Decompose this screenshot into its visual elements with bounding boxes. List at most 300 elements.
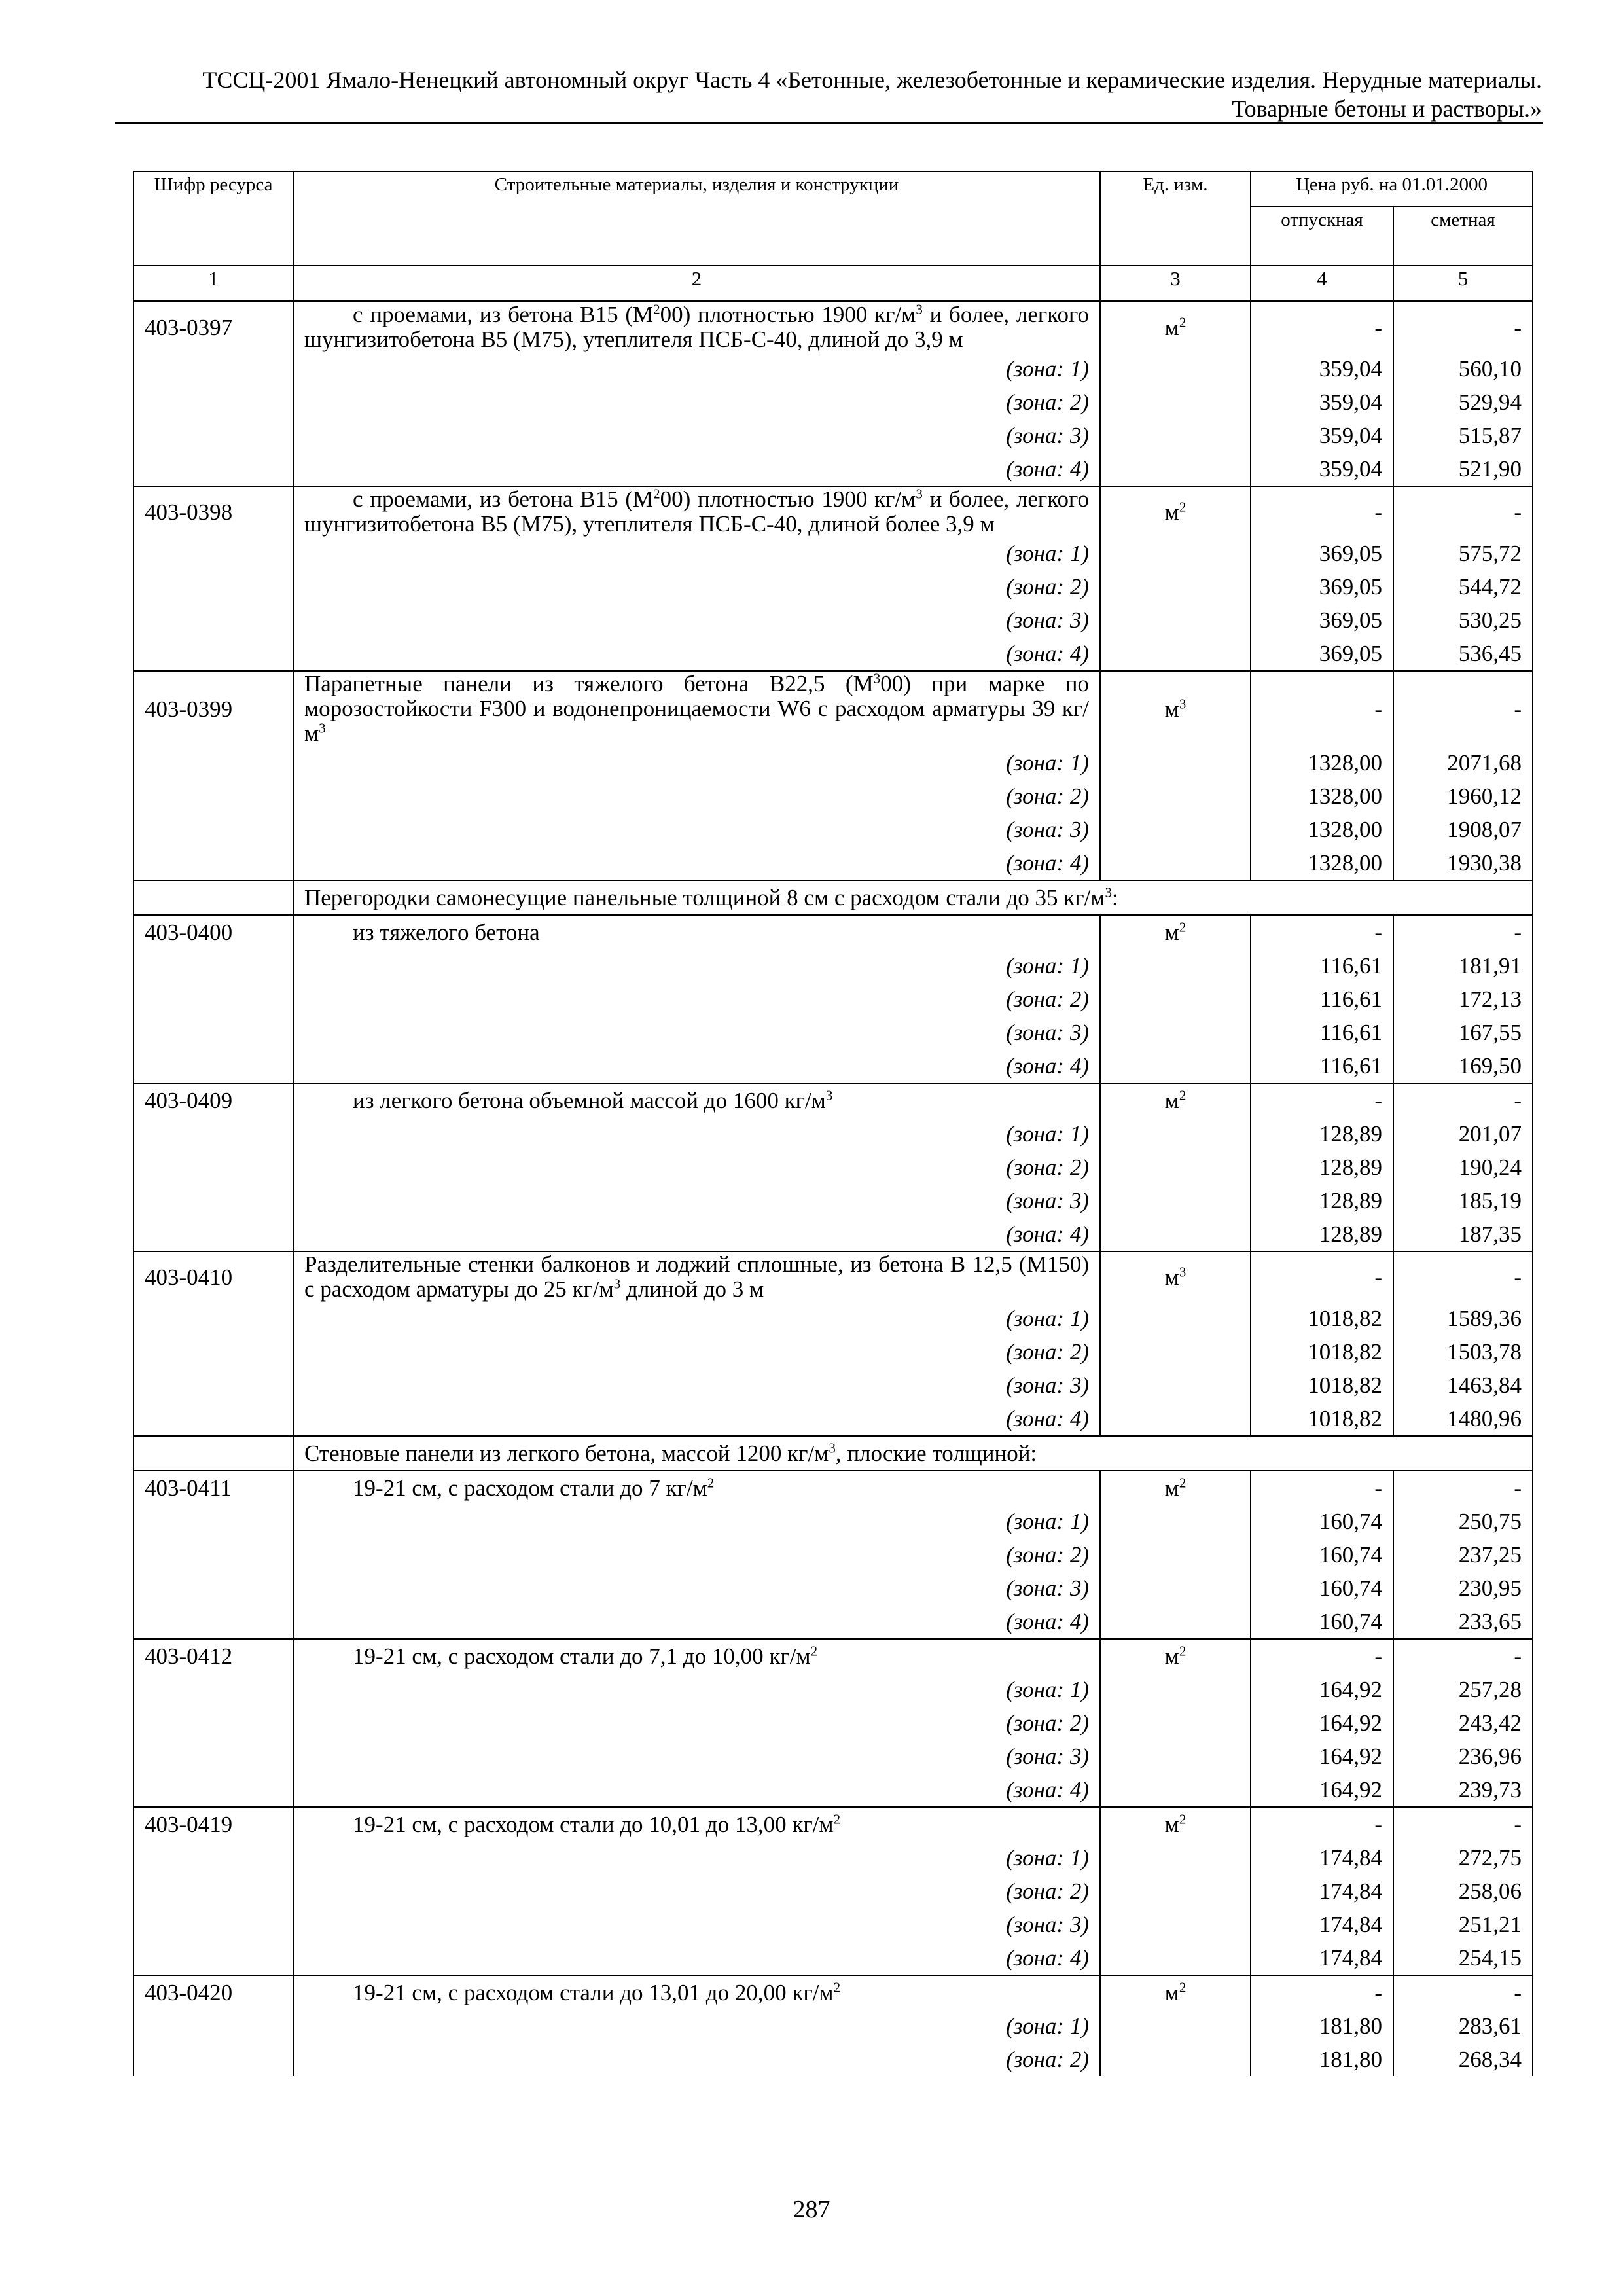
zone-label: (зона: 2) — [293, 982, 1100, 1016]
release-price: - — [1251, 1083, 1393, 1117]
zone-release-price: 1328,00 — [1251, 813, 1393, 846]
empty-code-cell — [134, 1841, 293, 1874]
empty-unit-cell — [1100, 637, 1251, 671]
empty-unit-cell — [1100, 1402, 1251, 1436]
zone-estimate-price: 250,75 — [1393, 1505, 1533, 1538]
zone-estimate-price: 1960,12 — [1393, 780, 1533, 813]
zone-estimate-price: 575,72 — [1393, 537, 1533, 570]
zone-row — [134, 1217, 1533, 1251]
resource-code: 403-0419 — [134, 1807, 293, 1841]
table-row — [134, 1639, 1533, 1673]
zone-label: (зона: 4) — [293, 1941, 1100, 1975]
zone-release-price: 359,04 — [1251, 452, 1393, 486]
zone-label: (зона: 2) — [293, 1706, 1100, 1740]
zone-row — [134, 352, 1533, 386]
zone-release-price: 1328,00 — [1251, 846, 1393, 880]
zone-release-price: 160,74 — [1251, 1505, 1393, 1538]
table-body — [134, 302, 1533, 2077]
material-description: 19-21 см, с расходом стали до 13,01 до 20,00 $кг/м^2$ — [293, 1975, 1100, 2009]
zone-label: (зона: 1) — [293, 1841, 1100, 1874]
zone-estimate-price: 2071,68 — [1393, 746, 1533, 780]
col-release-header: отпускная — [1251, 207, 1393, 266]
empty-code-cell — [134, 1673, 293, 1706]
empty-unit-cell — [1100, 452, 1251, 486]
zone-estimate-price: 1908,07 — [1393, 813, 1533, 846]
col-unit-header: Ед. изм. — [1100, 171, 1251, 266]
empty-unit-cell — [1100, 1217, 1251, 1251]
empty-unit-cell — [1100, 1369, 1251, 1402]
col-number-4: 4 — [1251, 266, 1393, 302]
empty-code-cell — [134, 1151, 293, 1184]
empty-unit-cell — [1100, 813, 1251, 846]
zone-estimate-price: 251,21 — [1393, 1908, 1533, 1941]
zone-label: (зона: 4) — [293, 846, 1100, 880]
empty-code-cell — [134, 537, 293, 570]
zone-release-price: 116,61 — [1251, 982, 1393, 1016]
zone-label: (зона: 3) — [293, 1016, 1100, 1049]
zone-row — [134, 746, 1533, 780]
zone-row — [134, 570, 1533, 603]
empty-code-cell — [134, 570, 293, 603]
col-number-5: 5 — [1393, 266, 1533, 302]
price-table — [133, 171, 1533, 2076]
zone-label: (зона: 1) — [293, 1302, 1100, 1335]
empty-code-cell — [134, 1538, 293, 1571]
zone-estimate-price: 544,72 — [1393, 570, 1533, 603]
zone-release-price: 174,84 — [1251, 1941, 1393, 1975]
unit-of-measure: $м^3$ — [1100, 671, 1251, 746]
zone-estimate-price: 268,34 — [1393, 2043, 1533, 2076]
zone-row — [134, 1841, 1533, 1874]
release-price: - — [1251, 915, 1393, 949]
resource-code: 403-0399 — [134, 671, 293, 746]
zone-row — [134, 846, 1533, 880]
empty-unit-cell — [1100, 1874, 1251, 1908]
zone-row — [134, 452, 1533, 486]
material-description: с проемами, из бетона В15 $(М^200)$ плотностью 1900 $кг/м^3$ и более, легкого шунгизитобетона В5 (М75), утеплителя ПСБ-С-40, длиной более 3,9 м — [293, 486, 1100, 537]
empty-unit-cell — [1100, 1117, 1251, 1151]
zone-estimate-price: 187,35 — [1393, 1217, 1533, 1251]
release-price: - — [1251, 1471, 1393, 1505]
empty-unit-cell — [1100, 570, 1251, 603]
empty-code-cell — [134, 637, 293, 671]
table-row — [134, 1471, 1533, 1505]
resource-code: 403-0420 — [134, 1975, 293, 2009]
empty-code-cell — [134, 1117, 293, 1151]
zone-label: (зона: 2) — [293, 1335, 1100, 1369]
zone-label: (зона: 3) — [293, 1369, 1100, 1402]
empty-unit-cell — [1100, 1016, 1251, 1049]
table-row — [134, 915, 1533, 949]
estimate-price: - — [1393, 1975, 1533, 2009]
group-row — [134, 1436, 1533, 1471]
zone-label: (зона: 3) — [293, 603, 1100, 637]
zone-row — [134, 1016, 1533, 1049]
release-price: - — [1251, 1639, 1393, 1673]
zone-row — [134, 1184, 1533, 1217]
zone-release-price: 1018,82 — [1251, 1335, 1393, 1369]
estimate-price: - — [1393, 1251, 1533, 1302]
zone-estimate-price: 190,24 — [1393, 1151, 1533, 1184]
zone-release-price: 116,61 — [1251, 1049, 1393, 1083]
empty-code-cell — [134, 352, 293, 386]
empty-unit-cell — [1100, 846, 1251, 880]
material-description: из легкого бетона объемной массой до 1600 $кг/м^3$ — [293, 1083, 1100, 1117]
empty-code-cell — [134, 1217, 293, 1251]
resource-code: 403-0412 — [134, 1639, 293, 1673]
header-line-2: Товарные бетоны и растворы.» — [1232, 96, 1542, 122]
zone-release-price: 369,05 — [1251, 570, 1393, 603]
empty-unit-cell — [1100, 1773, 1251, 1807]
empty-code-cell — [134, 1402, 293, 1436]
table-row — [134, 1083, 1533, 1117]
zone-release-price: 1018,82 — [1251, 1302, 1393, 1335]
empty-unit-cell — [1100, 1505, 1251, 1538]
empty-unit-cell — [1100, 1049, 1251, 1083]
zone-label: (зона: 1) — [293, 1673, 1100, 1706]
table-row — [134, 1807, 1533, 1841]
empty-unit-cell — [1100, 1538, 1251, 1571]
empty-code-cell — [134, 846, 293, 880]
zone-estimate-price: 172,13 — [1393, 982, 1533, 1016]
group-heading: Стеновые панели из легкого бетона, массой 1200 $кг/м^3$, плоские толщиной: — [293, 1436, 1533, 1471]
zone-label: (зона: 4) — [293, 637, 1100, 671]
empty-code-cell — [134, 1369, 293, 1402]
zone-estimate-price: 1503,78 — [1393, 1335, 1533, 1369]
zone-label: (зона: 3) — [293, 419, 1100, 452]
zone-estimate-price: 201,07 — [1393, 1117, 1533, 1151]
zone-estimate-price: 1463,84 — [1393, 1369, 1533, 1402]
material-description: 19-21 см, с расходом стали до 7,1 до 10,00 $кг/м^2$ — [293, 1639, 1100, 1673]
col-materials-header: Строительные материалы, изделия и конструкции — [293, 171, 1100, 266]
zone-row — [134, 1773, 1533, 1807]
unit-of-measure: $м^2$ — [1100, 1083, 1251, 1117]
empty-code-cell — [134, 1049, 293, 1083]
release-price: - — [1251, 671, 1393, 746]
material-description: 19-21 см, с расходом стали до 7 $кг/м^2$ — [293, 1471, 1100, 1505]
empty-code-cell — [134, 746, 293, 780]
zone-row — [134, 603, 1533, 637]
running-header — [115, 65, 1542, 123]
zone-label: (зона: 2) — [293, 386, 1100, 419]
zone-label: (зона: 3) — [293, 813, 1100, 846]
zone-row — [134, 1369, 1533, 1402]
empty-unit-cell — [1100, 1706, 1251, 1740]
zone-label: (зона: 3) — [293, 1908, 1100, 1941]
empty-unit-cell — [1100, 982, 1251, 1016]
empty-unit-cell — [1100, 1740, 1251, 1773]
zone-row — [134, 1673, 1533, 1706]
empty-unit-cell — [1100, 1941, 1251, 1975]
zone-release-price: 164,92 — [1251, 1673, 1393, 1706]
zone-estimate-price: 185,19 — [1393, 1184, 1533, 1217]
empty-unit-cell — [1100, 1908, 1251, 1941]
zone-release-price: 359,04 — [1251, 386, 1393, 419]
zone-label: (зона: 4) — [293, 1605, 1100, 1639]
resource-code: 403-0397 — [134, 302, 293, 353]
zone-label: (зона: 2) — [293, 570, 1100, 603]
zone-release-price: 164,92 — [1251, 1706, 1393, 1740]
zone-row — [134, 813, 1533, 846]
zone-estimate-price: 243,42 — [1393, 1706, 1533, 1740]
zone-row — [134, 1874, 1533, 1908]
empty-unit-cell — [1100, 1673, 1251, 1706]
zone-release-price: 181,80 — [1251, 2043, 1393, 2076]
zone-label: (зона: 2) — [293, 1151, 1100, 1184]
zone-row — [134, 386, 1533, 419]
empty-unit-cell — [1100, 1605, 1251, 1639]
empty-unit-cell — [1100, 352, 1251, 386]
zone-estimate-price: 258,06 — [1393, 1874, 1533, 1908]
zone-estimate-price: 254,15 — [1393, 1941, 1533, 1975]
zone-row — [134, 1605, 1533, 1639]
zone-release-price: 128,89 — [1251, 1217, 1393, 1251]
material-description: Разделительные стенки балконов и лоджий сплошные, из бетона В 12,5 (М150) с расходом арматуры до 25 $кг/м^3$ длиной до 3 м — [293, 1251, 1100, 1302]
zone-estimate-price: 181,91 — [1393, 949, 1533, 982]
zone-row — [134, 780, 1533, 813]
zone-release-price: 1328,00 — [1251, 746, 1393, 780]
unit-of-measure: $м^2$ — [1100, 302, 1251, 353]
zone-estimate-price: 1930,38 — [1393, 846, 1533, 880]
group-code-cell — [134, 1436, 293, 1471]
zone-estimate-price: 233,65 — [1393, 1605, 1533, 1639]
page-number: 287 — [793, 2196, 830, 2223]
zone-row — [134, 1706, 1533, 1740]
estimate-price: - — [1393, 302, 1533, 353]
material-description: Парапетные панели из тяжелого бетона В22,5 $(М^300)$ при марке по морозостойкости F300 и водонепроницаемости W6 с расходом арматуры 39 $кг/м^3$ — [293, 671, 1100, 746]
empty-code-cell — [134, 1335, 293, 1369]
empty-code-cell — [134, 1605, 293, 1639]
zone-row — [134, 982, 1533, 1016]
estimate-price: - — [1393, 1807, 1533, 1841]
zone-label: (зона: 4) — [293, 452, 1100, 486]
empty-unit-cell — [1100, 1335, 1251, 1369]
zone-release-price: 128,89 — [1251, 1184, 1393, 1217]
table-row — [134, 302, 1533, 353]
unit-of-measure: $м^3$ — [1100, 1251, 1251, 1302]
zone-row — [134, 1740, 1533, 1773]
zone-estimate-price: 169,50 — [1393, 1049, 1533, 1083]
empty-code-cell — [134, 2009, 293, 2043]
empty-code-cell — [134, 419, 293, 452]
estimate-price: - — [1393, 915, 1533, 949]
release-price: - — [1251, 1251, 1393, 1302]
zone-row — [134, 1505, 1533, 1538]
zone-label: (зона: 1) — [293, 1117, 1100, 1151]
zone-estimate-price: 272,75 — [1393, 1841, 1533, 1874]
empty-code-cell — [134, 1184, 293, 1217]
zone-row — [134, 1908, 1533, 1941]
zone-release-price: 160,74 — [1251, 1571, 1393, 1605]
zone-row — [134, 2009, 1533, 2043]
zone-row — [134, 537, 1533, 570]
unit-of-measure: $м^2$ — [1100, 1471, 1251, 1505]
table-row — [134, 1975, 1533, 2009]
zone-release-price: 116,61 — [1251, 949, 1393, 982]
empty-code-cell — [134, 1505, 293, 1538]
zone-label: (зона: 1) — [293, 352, 1100, 386]
zone-estimate-price: 239,73 — [1393, 1773, 1533, 1807]
zone-row — [134, 1402, 1533, 1436]
empty-code-cell — [134, 1740, 293, 1773]
empty-unit-cell — [1100, 1151, 1251, 1184]
group-row — [134, 880, 1533, 915]
zone-label: (зона: 2) — [293, 1538, 1100, 1571]
col-estimate-header: сметная — [1393, 207, 1533, 266]
zone-estimate-price: 230,95 — [1393, 1571, 1533, 1605]
zone-release-price: 128,89 — [1251, 1117, 1393, 1151]
zone-release-price: 174,84 — [1251, 1874, 1393, 1908]
col-code-header: Шифр ресурса — [134, 171, 293, 266]
zone-release-price: 174,84 — [1251, 1908, 1393, 1941]
estimate-price: - — [1393, 1471, 1533, 1505]
zone-estimate-price: 530,25 — [1393, 603, 1533, 637]
zone-label: (зона: 2) — [293, 1874, 1100, 1908]
zone-row — [134, 1151, 1533, 1184]
empty-unit-cell — [1100, 1184, 1251, 1217]
material-description: из тяжелого бетона — [293, 915, 1100, 949]
zone-release-price: 1018,82 — [1251, 1369, 1393, 1402]
zone-row — [134, 1538, 1533, 1571]
unit-of-measure: $м^2$ — [1100, 1639, 1251, 1673]
unit-of-measure: $м^2$ — [1100, 1975, 1251, 2009]
resource-code: 403-0398 — [134, 486, 293, 537]
empty-unit-cell — [1100, 603, 1251, 637]
zone-label: (зона: 1) — [293, 746, 1100, 780]
release-price: - — [1251, 1807, 1393, 1841]
zone-estimate-price: 536,45 — [1393, 637, 1533, 671]
empty-code-cell — [134, 813, 293, 846]
zone-label: (зона: 3) — [293, 1184, 1100, 1217]
empty-code-cell — [134, 949, 293, 982]
zone-row — [134, 1117, 1533, 1151]
zone-row — [134, 637, 1533, 671]
zone-estimate-price: 283,61 — [1393, 2009, 1533, 2043]
zone-label: (зона: 2) — [293, 2043, 1100, 2076]
col-number-3: 3 — [1100, 266, 1251, 302]
estimate-price: - — [1393, 1639, 1533, 1673]
zone-estimate-price: 515,87 — [1393, 419, 1533, 452]
estimate-price: - — [1393, 1083, 1533, 1117]
empty-unit-cell — [1100, 2009, 1251, 2043]
empty-unit-cell — [1100, 949, 1251, 982]
zone-label: (зона: 1) — [293, 1505, 1100, 1538]
empty-code-cell — [134, 780, 293, 813]
header-line-1: ТССЦ-2001 Ямало-Ненецкий автономный округ Часть 4 «Бетонные, железобетонные и керамические изделия. Нерудные материалы. — [202, 67, 1542, 93]
zone-release-price: 359,04 — [1251, 352, 1393, 386]
table-row — [134, 486, 1533, 537]
zone-estimate-price: 1480,96 — [1393, 1402, 1533, 1436]
zone-release-price: 164,92 — [1251, 1740, 1393, 1773]
zone-label: (зона: 2) — [293, 780, 1100, 813]
zone-release-price: 369,05 — [1251, 603, 1393, 637]
empty-code-cell — [134, 982, 293, 1016]
zone-release-price: 174,84 — [1251, 1841, 1393, 1874]
material-description: 19-21 см, с расходом стали до 10,01 до 13,00 $кг/м^2$ — [293, 1807, 1100, 1841]
zone-estimate-price: 560,10 — [1393, 352, 1533, 386]
zone-release-price: 369,05 — [1251, 537, 1393, 570]
empty-code-cell — [134, 1706, 293, 1740]
zone-label: (зона: 4) — [293, 1049, 1100, 1083]
zone-estimate-price: 529,94 — [1393, 386, 1533, 419]
zone-release-price: 1018,82 — [1251, 1402, 1393, 1436]
group-heading: Перегородки самонесущие панельные толщиной 8 см с расходом стали до 35 $кг/м^3$: — [293, 880, 1533, 915]
zone-label: (зона: 1) — [293, 537, 1100, 570]
empty-unit-cell — [1100, 1571, 1251, 1605]
empty-code-cell — [134, 1874, 293, 1908]
table-row — [134, 671, 1533, 746]
release-price: - — [1251, 486, 1393, 537]
zone-label: (зона: 3) — [293, 1740, 1100, 1773]
zone-label: (зона: 1) — [293, 2009, 1100, 2043]
zone-label: (зона: 3) — [293, 1571, 1100, 1605]
empty-code-cell — [134, 1016, 293, 1049]
zone-row — [134, 1571, 1533, 1605]
resource-code: 403-0410 — [134, 1251, 293, 1302]
zone-row — [134, 419, 1533, 452]
material-description: с проемами, из бетона В15 $(М^200)$ плотностью 1900 $кг/м^3$ и более, легкого шунгизитобетона В5 (М75), утеплителя ПСБ-С-40, длиной до 3,9 м — [293, 302, 1100, 353]
table-row — [134, 1251, 1533, 1302]
empty-code-cell — [134, 1773, 293, 1807]
zone-row — [134, 1941, 1533, 1975]
release-price: - — [1251, 1975, 1393, 2009]
zone-row — [134, 949, 1533, 982]
zone-label: (зона: 4) — [293, 1217, 1100, 1251]
zone-estimate-price: 236,96 — [1393, 1740, 1533, 1773]
zone-label: (зона: 1) — [293, 949, 1100, 982]
zone-estimate-price: 521,90 — [1393, 452, 1533, 486]
resource-code: 403-0400 — [134, 915, 293, 949]
zone-estimate-price: 1589,36 — [1393, 1302, 1533, 1335]
zone-estimate-price: 257,28 — [1393, 1673, 1533, 1706]
zone-release-price: 369,05 — [1251, 637, 1393, 671]
zone-row — [134, 1049, 1533, 1083]
zone-release-price: 116,61 — [1251, 1016, 1393, 1049]
zone-release-price: 128,89 — [1251, 1151, 1393, 1184]
zone-row — [134, 1335, 1533, 1369]
empty-unit-cell — [1100, 746, 1251, 780]
group-code-cell — [134, 880, 293, 915]
zone-row — [134, 1302, 1533, 1335]
zone-estimate-price: 237,25 — [1393, 1538, 1533, 1571]
unit-of-measure: $м^2$ — [1100, 1807, 1251, 1841]
zone-row — [134, 2043, 1533, 2076]
empty-code-cell — [134, 452, 293, 486]
empty-code-cell — [134, 1941, 293, 1975]
unit-of-measure: $м^2$ — [1100, 915, 1251, 949]
unit-of-measure: $м^2$ — [1100, 486, 1251, 537]
zone-label: (зона: 4) — [293, 1402, 1100, 1436]
empty-unit-cell — [1100, 1302, 1251, 1335]
estimate-price: - — [1393, 671, 1533, 746]
zone-release-price: 160,74 — [1251, 1605, 1393, 1639]
empty-unit-cell — [1100, 2043, 1251, 2076]
resource-code: 403-0411 — [134, 1471, 293, 1505]
zone-estimate-price: 167,55 — [1393, 1016, 1533, 1049]
zone-release-price: 164,92 — [1251, 1773, 1393, 1807]
resource-code: 403-0409 — [134, 1083, 293, 1117]
col-number-1: 1 — [134, 266, 293, 302]
col-number-2: 2 — [293, 266, 1100, 302]
zone-label: (зона: 4) — [293, 1773, 1100, 1807]
table-header — [134, 171, 1533, 302]
empty-unit-cell — [1100, 1841, 1251, 1874]
release-price: - — [1251, 302, 1393, 353]
zone-release-price: 1328,00 — [1251, 780, 1393, 813]
empty-unit-cell — [1100, 780, 1251, 813]
empty-unit-cell — [1100, 419, 1251, 452]
empty-unit-cell — [1100, 537, 1251, 570]
